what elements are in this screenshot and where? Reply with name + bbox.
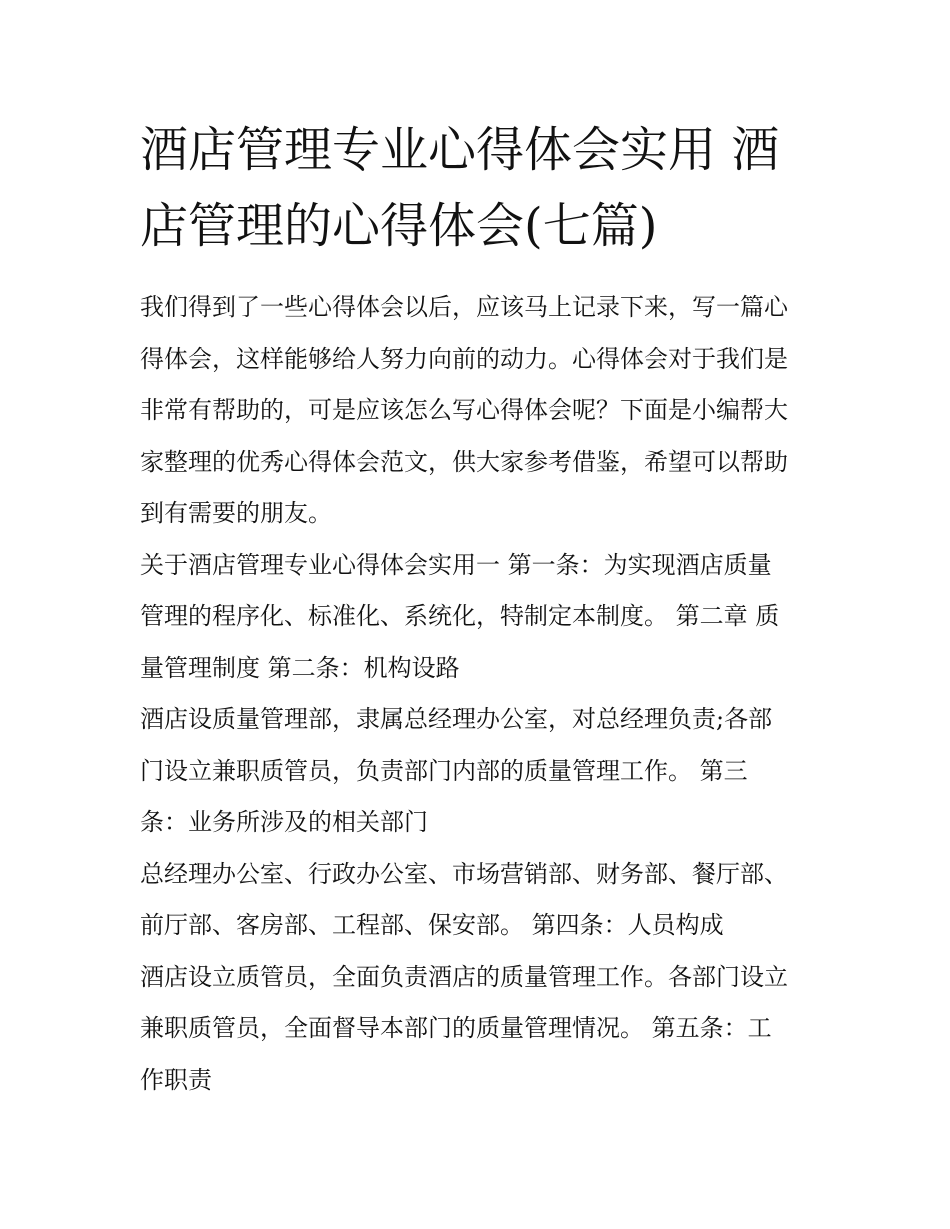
paragraph-line: 兼职质管员，全面督导本部门的质量管理情况。 第五条：工	[140, 1014, 772, 1042]
body-paragraph-article-one	[140, 540, 820, 695]
paragraph-line: 酒店设立质管员，全面负责酒店的质量管理工作。各部门设立	[140, 962, 788, 991]
title-line: 酒店管理专业心得体会实用 酒	[140, 122, 780, 178]
paragraph-line: 得体会，这样能够给人努力向前的动力。心得体会对于我们是	[140, 344, 788, 373]
paragraph-line: 我们得到了一些心得体会以后，应该马上记录下来，写一篇心	[140, 293, 788, 321]
paragraph-line: 量管理制度 第二条：机构设路	[140, 653, 460, 682]
document-title	[140, 112, 820, 264]
paragraph-line: 前厅部、客房部、工程部、保安部。 第四条：人员构成	[140, 911, 724, 939]
body-paragraph-organization	[140, 694, 820, 849]
paragraph-line: 管理的程序化、标准化、系统化，特制定本制度。 第二章 质	[140, 602, 780, 630]
document-content	[140, 112, 820, 1106]
body-paragraph-departments	[140, 849, 820, 952]
paragraph-line: 家整理的优秀心得体会范文，供大家参考借鉴，希望可以帮助	[140, 447, 788, 476]
body-paragraph-personnel	[140, 952, 820, 1107]
paragraph-line: 总经理办公室、行政办公室、市场营销部、财务部、餐厅部、	[140, 859, 788, 888]
paragraph-line: 条：业务所涉及的相关部门	[140, 808, 428, 836]
paragraph-line: 酒店设质量管理部，隶属总经理办公室，对总经理负责;各部	[140, 705, 773, 733]
paragraph-line: 到有需要的朋友。	[140, 499, 332, 527]
paragraph-line: 门设立兼职质管员，负责部门内部的质量管理工作。 第三	[140, 756, 748, 785]
paragraph-line: 作职责	[140, 1065, 212, 1094]
intro-paragraph	[140, 282, 820, 540]
paragraph-line: 关于酒店管理专业心得体会实用一 第一条：为实现酒店质量	[140, 550, 772, 579]
paragraph-line: 非常有帮助的，可是应该怎么写心得体会呢？下面是小编帮大	[140, 396, 788, 424]
title-line: 店管理的心得体会(七篇)	[140, 198, 658, 254]
